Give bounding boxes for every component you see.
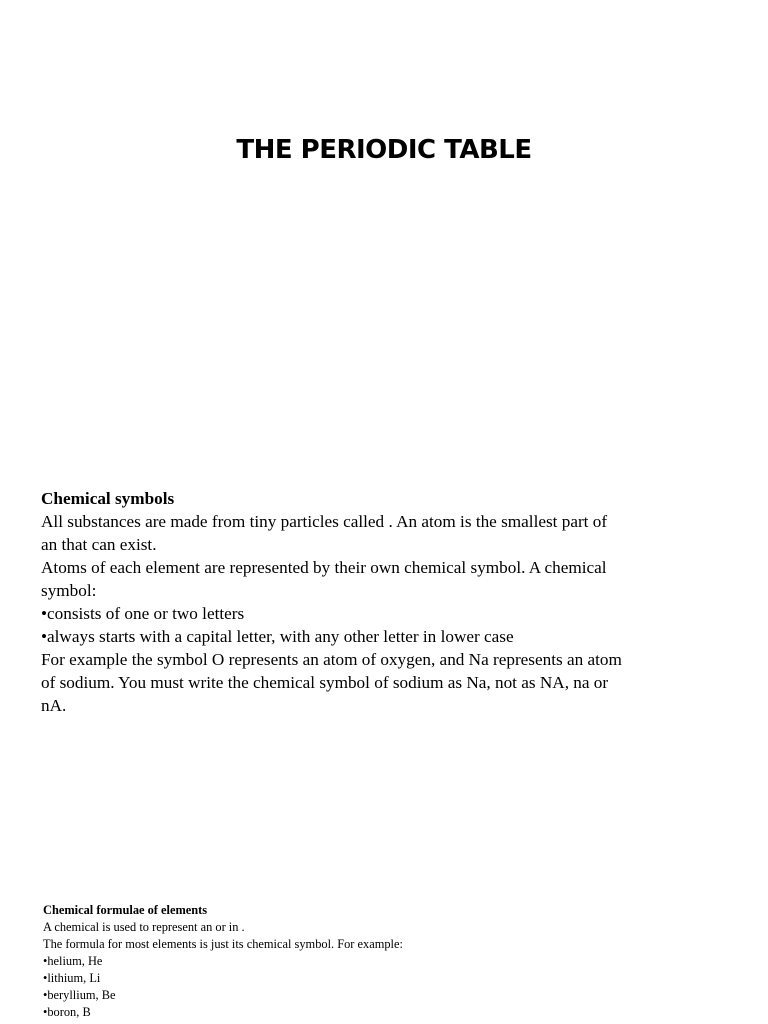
- paragraph-line: For example the symbol O represents an atom of oxygen, and Na represents an atom: [41, 650, 622, 669]
- paragraph-line: The formula for most elements is just its chemical symbol. For example:: [43, 937, 403, 951]
- page-title: THE PERIODIC TABLE: [236, 135, 532, 165]
- paragraph-line: an that can exist.: [41, 535, 157, 554]
- section-heading: Chemical symbols: [41, 489, 175, 508]
- bullet-item: • lithium, Li: [43, 970, 723, 987]
- chemical-formulae-section: [43, 902, 723, 1021]
- paragraph-line: nA.: [41, 696, 67, 715]
- bullet-item: • boron, B: [43, 1004, 723, 1021]
- bullet-item: • beryllium, Be: [43, 987, 723, 1004]
- chemical-symbols-section: [41, 487, 721, 717]
- paragraph-line: symbol:: [41, 581, 97, 600]
- bullet-item: • always starts with a capital letter, with any other letter in lower case: [41, 625, 721, 648]
- bullet-item: • consists of one or two letters: [41, 602, 721, 625]
- paragraph-line: of sodium. You must write the chemical symbol of sodium as Na, not as NA, na or: [41, 673, 609, 692]
- paragraph-line: Atoms of each element are represented by their own chemical symbol. A chemical: [41, 558, 607, 577]
- bullet-item: • helium, He: [43, 953, 723, 970]
- section-heading: Chemical formulae of elements: [43, 903, 208, 917]
- paragraph-line: A chemical is used to represent an or in .: [43, 920, 245, 934]
- paragraph-line: All substances are made from tiny particles called . An atom is the smallest part of: [41, 512, 608, 531]
